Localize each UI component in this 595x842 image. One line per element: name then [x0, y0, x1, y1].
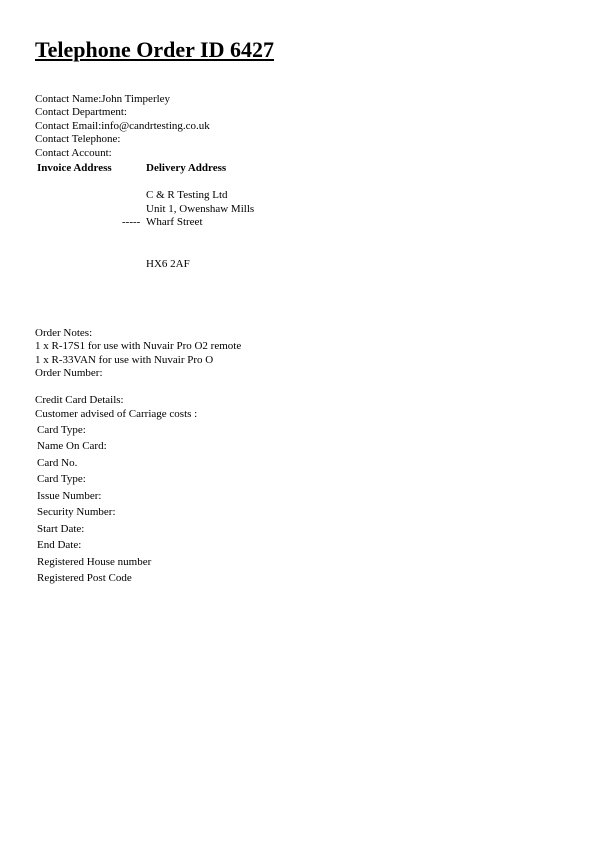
- contact-name: Contact Name:John Timperley: [35, 93, 171, 105]
- delivery-address-heading: Delivery Address: [146, 162, 227, 174]
- order-number-label: Order Number:: [35, 367, 103, 379]
- card-field-label: Card Type:: [37, 424, 86, 436]
- contact-email: Contact Email:info@candrtesting.co.uk: [35, 120, 210, 132]
- carriage-costs-line: Customer advised of Carriage costs :: [35, 408, 198, 420]
- card-field-label: Registered House number: [37, 556, 152, 568]
- card-field-label: Card No.: [37, 457, 78, 469]
- delivery-address-line: Wharf Street: [146, 216, 203, 228]
- invoice-address-dashes: -----: [122, 216, 141, 228]
- delivery-address-line: C & R Testing Ltd: [146, 189, 228, 201]
- contact-account: Contact Account:: [35, 147, 112, 159]
- card-field-label: Card Type:: [37, 473, 86, 485]
- contact-telephone: Contact Telephone:: [35, 133, 121, 145]
- order-note-line: 1 x R-17S1 for use with Nuvair Pro O2 remote: [35, 340, 242, 352]
- order-notes-label: Order Notes:: [35, 327, 93, 339]
- page-title: Telephone Order ID 6427: [35, 37, 274, 62]
- card-field-label: Registered Post Code: [37, 572, 132, 584]
- card-field-label: Security Number:: [37, 506, 116, 518]
- card-field-label: Issue Number:: [37, 490, 102, 502]
- order-note-line: 1 x R-33VAN for use with Nuvair Pro O: [35, 354, 214, 366]
- card-field-label: Start Date:: [37, 523, 85, 535]
- card-field-label: End Date:: [37, 539, 82, 551]
- invoice-address-heading: Invoice Address: [37, 162, 112, 174]
- credit-card-heading: Credit Card Details:: [35, 394, 124, 406]
- delivery-address-line: Unit 1, Owenshaw Mills: [146, 203, 255, 215]
- card-field-label: Name On Card:: [37, 440, 107, 452]
- delivery-postcode: HX6 2AF: [146, 258, 190, 270]
- contact-department: Contact Department:: [35, 106, 127, 118]
